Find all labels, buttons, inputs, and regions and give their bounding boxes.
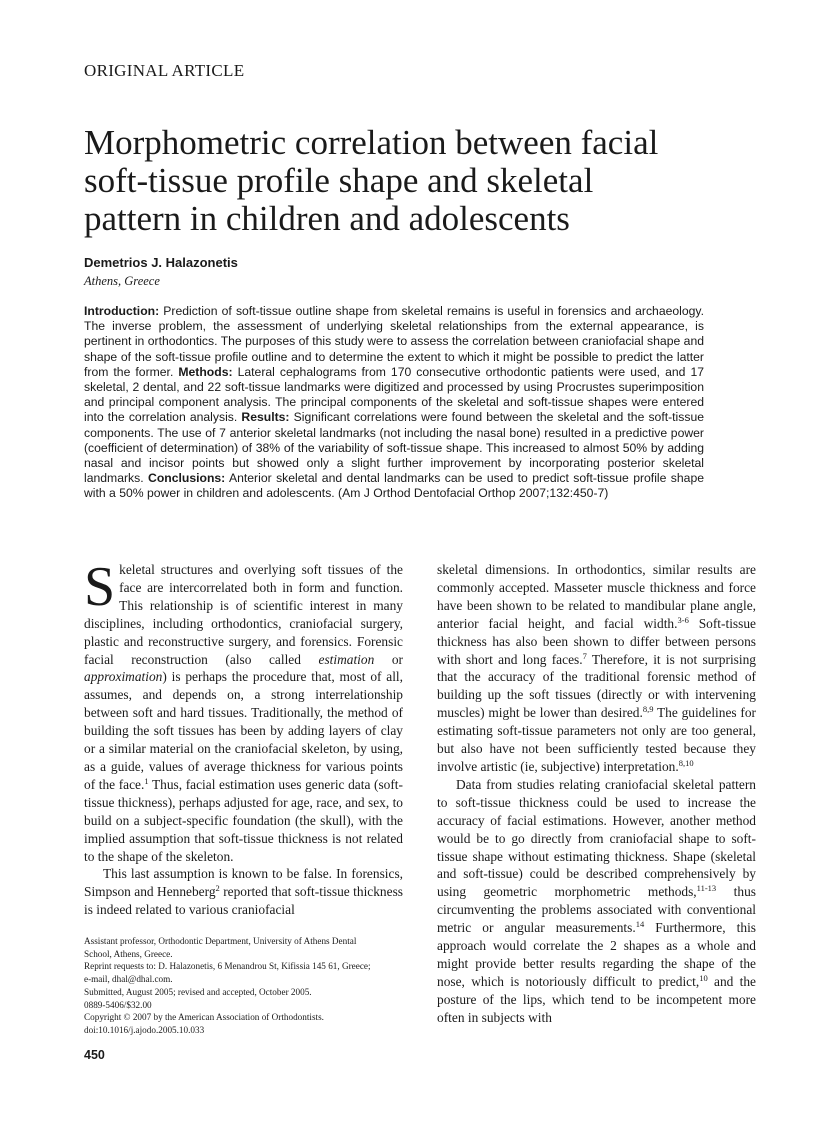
abstract-results: Significant correlations were found between the skeletal and the soft-tissue components. The use of 7 anterior skeletal landmarks (not including the nasal bone) resulted in a predictive power (coefficient of determination) of 38% of the variability of soft-tissue shape. This increased to almost 50% by adding nasal and incisor points but showed only a slight further improvement by incorporating posterior skeletal landmarks. [84,410,705,486]
title-line: pattern in children and adolescents [84,199,570,238]
reference-citation: 7 [582,650,587,661]
reference-citation: 10 [699,972,708,983]
abstract-introduction-heading: Introduction: [84,304,160,318]
body-text: and the posture of the lips, which tend to be incompetent more often in subjects with [437,973,756,1025]
footnote-line: Submitted, August 2005; revised and accepted, October 2005. [84,986,312,997]
body-text: or [374,651,403,667]
footnote-line: 0889-5406/$32.00 [84,999,152,1010]
article-title [84,124,744,238]
drop-cap: S [84,556,116,618]
footnote-line: Copyright © 2007 by the American Association of Orthodontists. [84,1012,324,1023]
title-line: Morphometric correlation between facial [84,123,659,162]
abstract-text [84,304,704,502]
footnote-line: School, Athens, Greece. [84,948,173,959]
reference-citation: 11-13 [696,883,717,894]
author-affiliation: Athens, Greece [84,274,160,288]
reference-citation: 1 [144,775,149,786]
abstract-methods-heading: Methods: [178,364,233,379]
abstract-conclusions: Anterior skeletal and dental landmarks can be used to predict soft-tissue profile shape with a 50% power in children and adolescents. (Am J Orthod Dentofacial Orthop 2007;132:450-7) [84,471,705,501]
section-label: ORIGINAL ARTICLE [84,61,245,80]
body-paragraph [437,776,756,1027]
reference-citation: 8,9 [642,704,654,715]
footnote-line: Assistant professor, Orthodontic Department, University of Athens Dental [84,936,357,946]
footnote-line: e-mail, dhal@dhal.com. [84,974,173,985]
footnote-line: doi:10.1016/j.ajodo.2005.10.033 [84,1024,205,1035]
body-text: Data from studies relating craniofacial skeletal pattern to soft-tissue thickness could be used to increase the accuracy of facial estimations. However, another method would be to go directly from craniofacial shape to soft-tissue shape without estimating thickness. Shape (skeletal and soft-tissue) could be described comprehensively by using geometric morphometric methods, [437,776,756,900]
reference-citation: 14 [635,919,645,930]
abstract-conclusions-heading: Conclusions: [148,471,226,486]
body-text: skeletal dimensions. In orthodontics, similar results are commonly accepted. Masseter muscle thickness and force have been shown to be related to mandibular plane angle, anterior facial height, and facial width. [437,562,756,631]
body-text: keletal structures and overlying soft tissues of the face are intercorrelated both in form and function. This relationship is of scientific interest in many disciplines, including orthodontics, craniofacial surgery, plastic and reconstructive surgery, and forensics. Forensic facial reconstruction (also called [84,562,403,667]
title-line: soft-tissue profile shape and skeletal [84,161,594,200]
body-paragraph [84,556,403,865]
author-name: Demetrios J. Halazonetis [84,255,238,270]
footnote-line: Reprint requests to: D. Halazonetis, 6 Menandrou St, Kifissia 145 61, Greece; [84,961,371,972]
abstract-methods: Lateral cephalograms from 170 consecutive orthodontic patients were used, and 17 skeletal, 2 dental, and 22 soft-tissue landmarks were digitized and processed by using Procrustes superimposition and principal component analysis. The principal components of the skeletal and soft-tissue shapes were entered into the correlation analysis. [84,364,704,425]
abstract-introduction: Prediction of soft-tissue outline shape from skeletal remains is useful in forensics and archaeology. The inverse problem, the assessment of underlying skeletal relationships from the external appearance, is pertinent in orthodontics. The purposes of this study were to assess the correlation between craniofacial shape and shape of the soft-tissue profile outline and to determine the extent to which it might be possible to predict the latter from the former. [84,304,704,379]
body-text: Soft-tissue thickness has also been shown to differ between persons with short and long faces. [437,615,756,667]
body-text: The guidelines for estimating soft-tissue parameters not only are too general, but also have not been sufficiently tested because they involve artistic (ie, subjective) interpretation. [437,705,756,774]
body-paragraph [84,865,403,919]
reference-citation: 8,10 [678,757,694,768]
body-text: thus circumventing the problems associated with conventional metric or angular measurements. [437,884,756,936]
body-text: Therefore, it is not surprising that the accuracy of the traditional forensic method of building up the soft tissues (directly or with intervening muscles) might be lower than desired. [437,651,757,721]
reference-citation: 3-6 [677,614,689,625]
body-text: This last assumption is known to be false. In forensics, Simpson and Henneberg [84,866,403,900]
italic-term: approximation [84,669,163,685]
reference-citation: 2 [215,883,220,894]
body-text: reported that soft-tissue thickness is indeed related to various craniofacial [84,884,403,918]
body-text: Thus, facial estimation uses generic data (soft-tissue thickness), perhaps adjusted for age, race, and sex, to build on a subject-specific foundation (the skull), with the implied assumption that soft-tissue thickness is not related to the shape of the skeleton. [84,776,403,864]
page-number: 450 [84,1048,105,1062]
italic-term: estimation [318,651,375,667]
body-text: Furthermore, this approach would correlate the 2 shapes as a whole and might provide better results regarding the shape of the nose, which is notoriously difficult to predict, [437,920,756,989]
body-text: ) is perhaps the procedure that, most of all, assumes, and depends on, a strong interrelationship between soft and hard tissues. Traditionally, the method of building the soft tissues has been by adding layers of clay or a similar material on the craniofacial skeleton, by using, as a guide, values of average thickness for various points of the face. [84,669,403,792]
article-footnote [84,935,403,1037]
abstract [84,304,704,502]
body-column-left [84,556,403,919]
body-paragraph [437,561,756,776]
abstract-results-heading: Results: [241,410,290,425]
body-column-right [437,561,756,1027]
